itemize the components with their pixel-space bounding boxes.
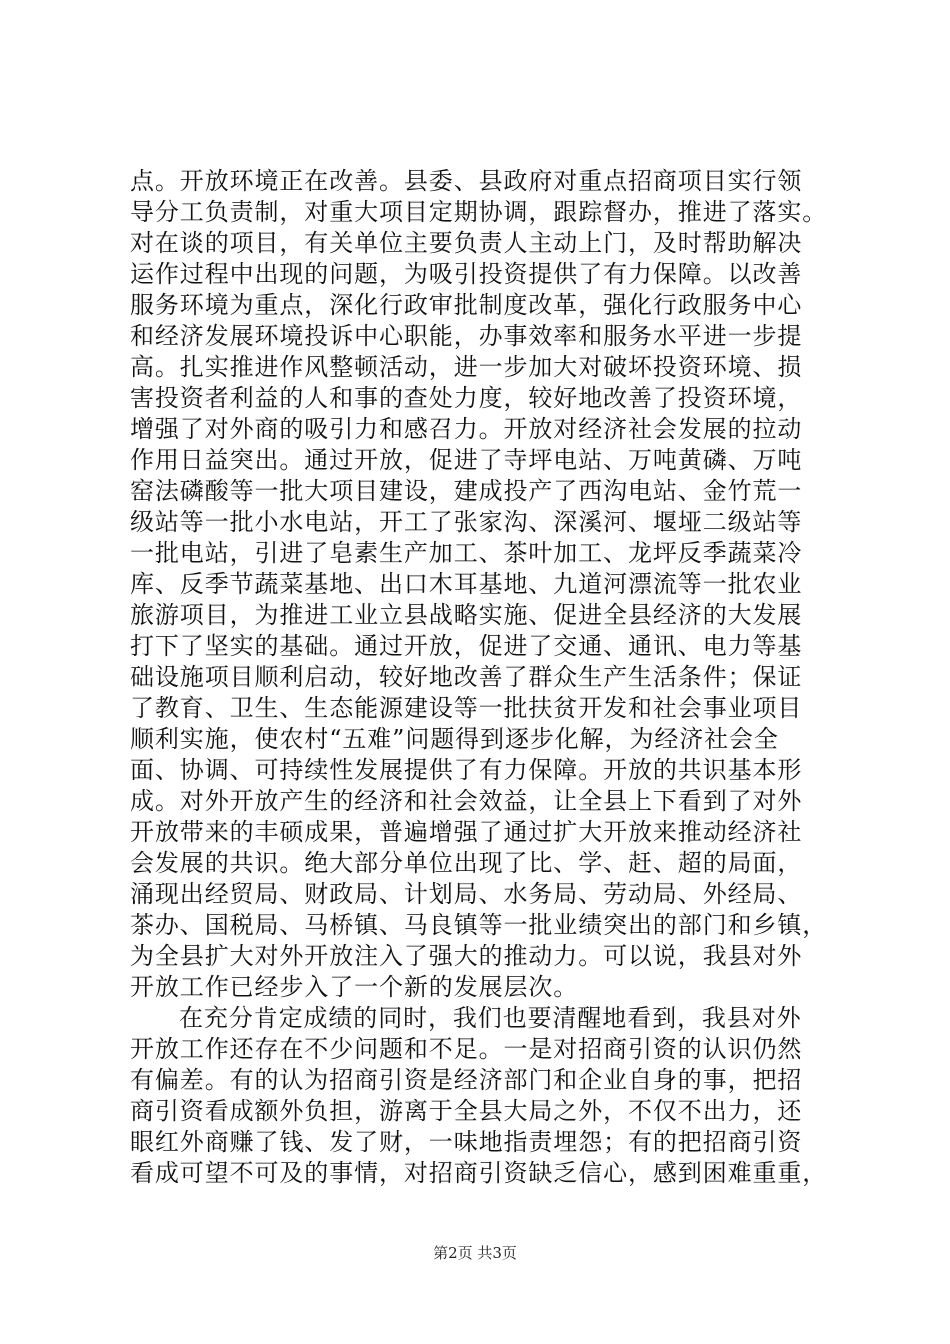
text-line: 看成可望不可及的事情，对招商引资缺乏信心，感到困难重重， [130, 1159, 828, 1187]
page-footer: 第2页 共3页 [433, 1244, 517, 1262]
text-line: 一批电站，引进了皂素生产加工、茶叶加工、龙坪反季蔬菜冷 [130, 539, 803, 567]
text-line: 成。对外开放产生的经济和社会效益，让全县上下看到了对外 [130, 787, 803, 815]
text-line: 会发展的共识。绝大部分单位出现了比、学、赶、超的局面， [130, 849, 803, 877]
text-line: 面、协调、可持续性发展提供了有力保障。开放的共识基本形 [130, 756, 803, 784]
text-line: 对在谈的项目，有关单位主要负责人主动上门，及时帮助解决 [130, 229, 803, 257]
text-line: 导分工负责制，对重大项目定期协调，跟踪督办，推进了落实。 [130, 198, 828, 226]
paragraph-start-line: 在充分肯定成绩的同时，我们也要清醒地看到，我县对外 [179, 1004, 802, 1032]
text-line: 涌现出经贸局、财政局、计划局、水务局、劳动局、外经局、 [130, 880, 803, 908]
text-line: 高。扎实推进作风整顿活动，进一步加大对破坏投资环境、损 [130, 353, 803, 381]
body-text [130, 166, 832, 1189]
text-line: 础设施项目顺利启动，较好地改善了群众生产生活条件；保证 [130, 663, 803, 691]
text-line: 了教育、卫生、生态能源建设等一批扶贫开发和社会事业项目 [130, 694, 803, 722]
text-line: 作用日益突出。通过开放，促进了寺坪电站、万吨黄磷、万吨 [130, 446, 803, 474]
text-line: 顺利实施，使农村“五难”问题得到逐步化解，为经济社会全 [130, 725, 779, 753]
text-line: 有偏差。有的认为招商引资是经济部门和企业自身的事，把招 [130, 1066, 803, 1094]
text-line: 旅游项目，为推进工业立县战略实施、促进全县经济的大发展 [130, 601, 803, 629]
text-line: 打下了坚实的基础。通过开放，促进了交通、通讯、电力等基 [130, 632, 803, 660]
text-line: 库、反季节蔬菜基地、出口木耳基地、九道河漂流等一批农业 [130, 570, 803, 598]
text-line: 为全县扩大对外开放注入了强大的推动力。可以说，我县对外 [130, 942, 803, 970]
text-line: 害投资者利益的人和事的查处力度，较好地改善了投资环境， [130, 384, 803, 412]
text-line: 点。开放环境正在改善。县委、县政府对重点招商项目实行领 [130, 167, 803, 195]
text-line: 级站等一批小水电站，开工了张家沟、深溪河、堰垭二级站等 [130, 508, 803, 536]
text-line: 茶办、国税局、马桥镇、马良镇等一批业绩突出的部门和乡镇， [130, 911, 828, 939]
text-line: 开放带来的丰硕成果，普遍增强了通过扩大开放来推动经济社 [130, 818, 803, 846]
text-line: 眼红外商赚了钱、发了财，一味地指责埋怨；有的把招商引资 [130, 1128, 803, 1156]
text-line: 服务环境为重点，深化行政审批制度改革，强化行政服务中心 [130, 291, 803, 319]
text-line: 商引资看成额外负担，游离于全县大局之外，不仅不出力，还 [130, 1097, 803, 1125]
text-line: 开放工作已经步入了一个新的发展层次。 [130, 973, 579, 1001]
text-line: 和经济发展环境投诉中心职能，办事效率和服务水平进一步提 [130, 322, 803, 350]
text-line: 开放工作还存在不少问题和不足。一是对招商引资的认识仍然 [130, 1035, 803, 1063]
text-line: 窑法磷酸等一批大项目建设，建成投产了西沟电站、金竹荒一 [130, 477, 803, 505]
text-line: 运作过程中出现的问题，为吸引投资提供了有力保障。以改善 [130, 260, 803, 288]
text-line: 增强了对外商的吸引力和感召力。开放对经济社会发展的拉动 [130, 415, 803, 443]
